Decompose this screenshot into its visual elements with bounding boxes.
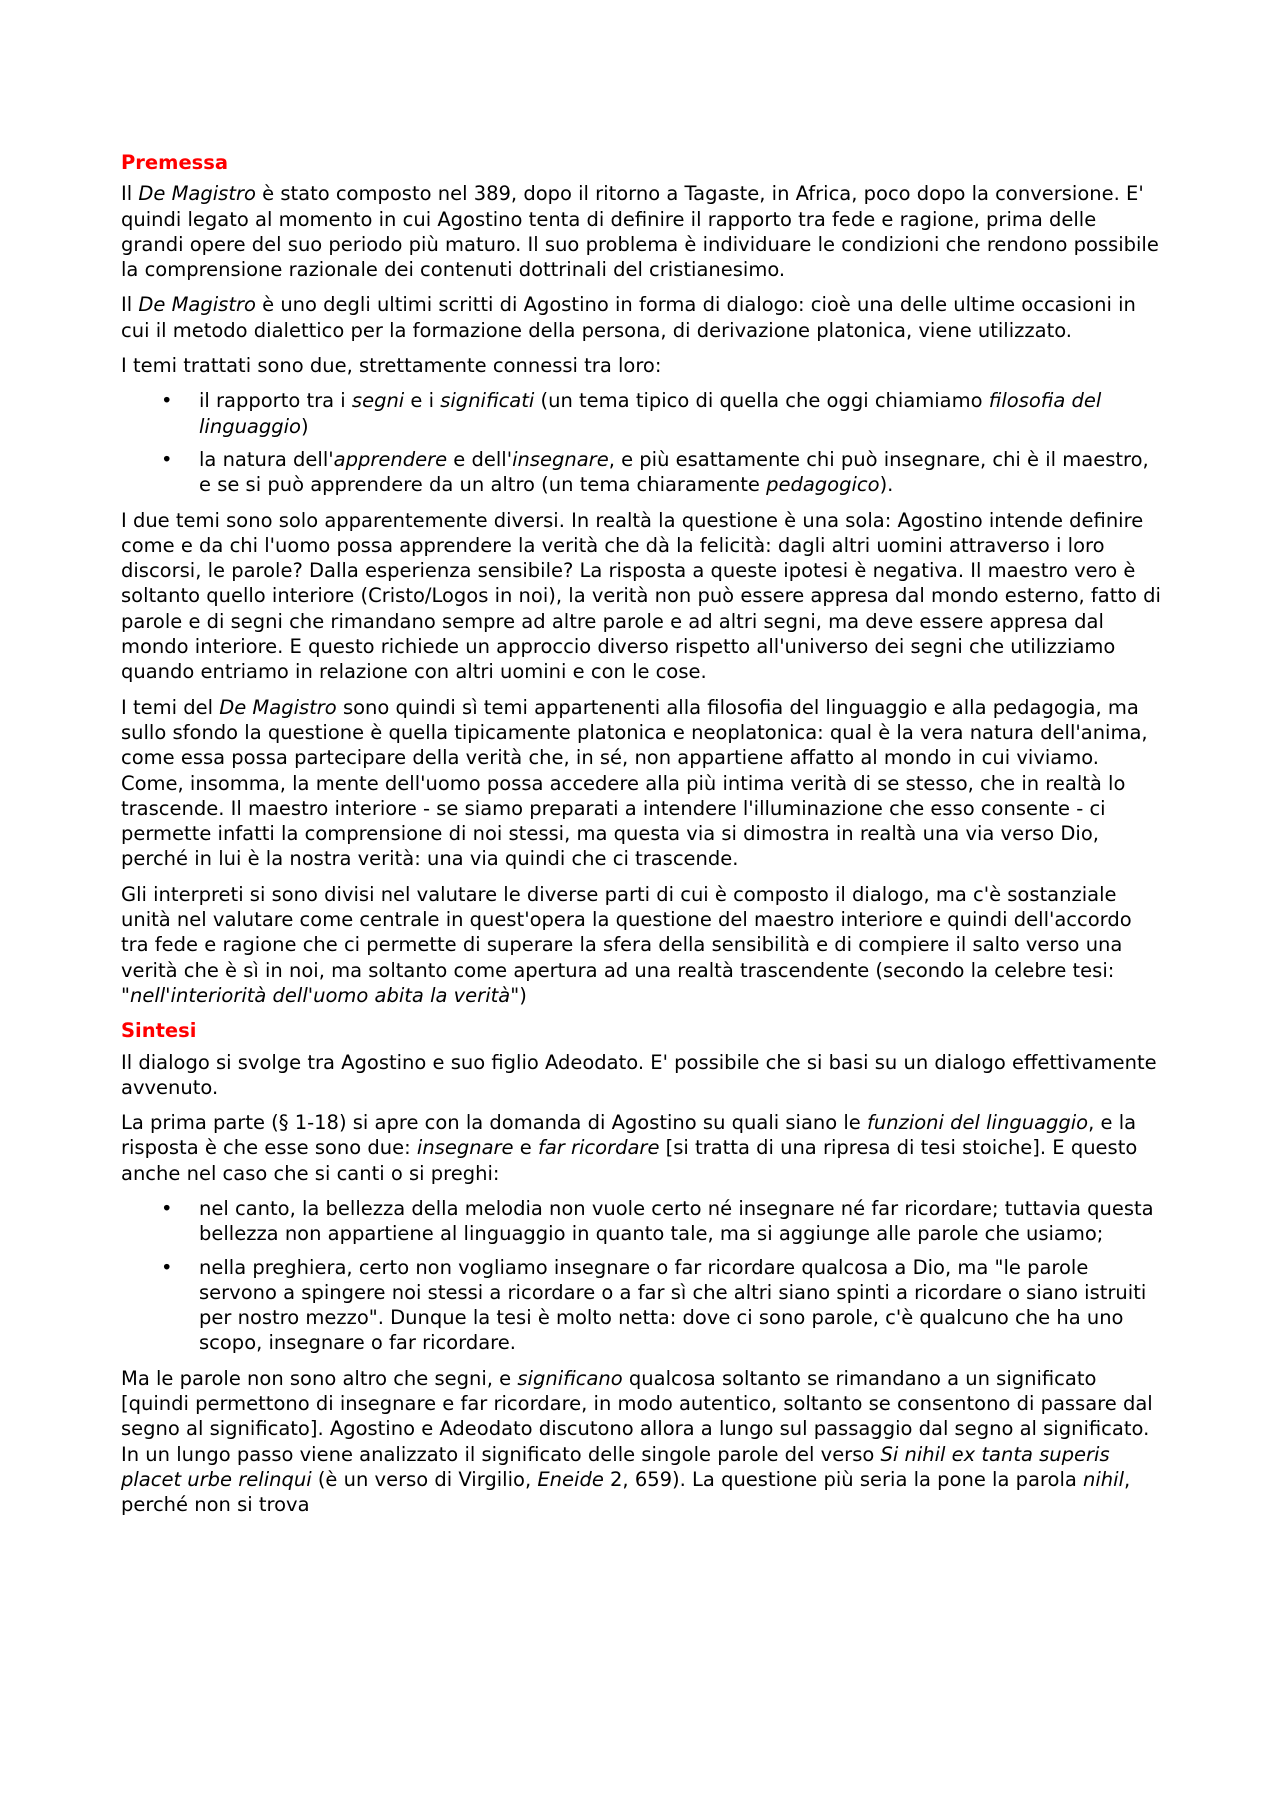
paragraph: I temi del De Magistro sono quindi sì temi appartenenti alla filosofia del linguaggio e alla pedagogia, ma sullo sfondo la questione è quella tipicamente platonica e neoplatonica: qual è la vera natura dell'anima, come essa possa partecipare della verità che, in sé, non appartiene affatto al mondo in cui viviamo. Come, insomma, la mente dell'uomo possa accedere alla più intima verità di se stesso, che in realtà lo trascende. Il maestro interiore - se siamo preparati a intendere l'illuminazione che esso consente - ci permette infatti la comprensione di noi stessi, ma questa via si dimostra in realtà una via verso Dio, perché in lui è la nostra verità: una via quindi che ci trascende. xyxy=(121,695,1148,871)
italic-text: pedagogico xyxy=(766,473,880,497)
bullet-icon: • xyxy=(161,1255,173,1279)
italic-text: segni xyxy=(351,389,405,413)
paragraph: Gli interpreti si sono divisi nel valutare le diverse parti di cui è composto il dialogo, ma c'è sostanziale unità nel valutare come centrale in quest'opera la questione del maestro interiore e quindi dell'accordo tra fede e ragione che ci permette di superare la sfera della sensibilità e di compiere il salto verso una verità che è sì in noi, ma soltanto come apertura ad una realtà trascendente (secondo la celebre tesi: "nell'interiorità dell'uomo abita la verità") xyxy=(121,882,1132,1007)
paragraph: La prima parte (§ 1-18) si apre con la domanda di Agostino su quali siano le funzioni del linguaggio, e la risposta è che esse sono due: insegnare e far ricordare [si tratta di una ripresa di tesi stoiche]. E questo anche nel caso che si canti o si preghi: xyxy=(121,1111,1138,1185)
list-item: • la natura dell'apprendere e dell'insegnare, e più esattamente chi può insegnare, chi è il maestro, e se si può apprendere da un altro (un tema chiaramente pedagogico). xyxy=(161,447,1149,497)
list-item: • il rapporto tra i segni e i significati (un tema tipico di quella che oggi chiamiamo filosofia del linguaggio) xyxy=(161,389,1102,438)
list-item: • nel canto, la bellezza della melodia non vuole certo né insegnare né far ricordare; tuttavia questa bellezza non appartiene al linguaggio in quanto tale, ma si aggiunge alle parole che usiamo; xyxy=(161,1196,1154,1246)
italic-text: Si nihil ex tanta superis placet urbe relinqui xyxy=(121,1442,1110,1491)
paragraph: Il dialogo si svolge tra Agostino e suo figlio Adeodato. E' possibile che si basi su un dialogo effettivamente avvenuto. xyxy=(121,1050,1157,1099)
list-item: • nella preghiera, certo non vogliamo insegnare o far ricordare qualcosa a Dio, ma "le parole servono a spingere noi stessi a ricordare o a far sì che altri siano spinti a ricordare o siano istruiti per nostro mezzo". Dunque la tesi è molto netta: dove ci sono parole, c'è qualcuno che ha uno scopo, insegnare o far ricordare. xyxy=(161,1255,1147,1355)
paragraph: Ma le parole non sono altro che segni, e significano qualcosa soltanto se rimandano a un significato [quindi permettono di insegnare e far ricordare, in modo autentico, soltanto se consentono di passare dal segno al significato]. Agostino e Adeodato discutono allora a lungo sul passaggio dal segno al significato. In un lungo passo viene analizzato il significato delle singole parole del verso Si nihil ex tanta superis placet urbe relinqui (è un verso di Virgilio, Eneide 2, 659). La questione più seria la pone la parola nihil, perché non si trova xyxy=(121,1366,1153,1517)
bullet-icon: • xyxy=(161,1196,173,1220)
bullet-list xyxy=(121,388,1161,497)
italic-text: apprendere xyxy=(333,447,448,471)
italic-text: De Magistro xyxy=(219,695,337,719)
bullet-icon: • xyxy=(161,389,173,413)
italic-text: far ricordare xyxy=(537,1136,660,1160)
italic-text: significati xyxy=(440,389,535,413)
italic-text: insegnare xyxy=(416,1136,514,1160)
section-heading-premessa: Premessa xyxy=(121,151,229,174)
italic-text: funzioni del linguaggio xyxy=(867,1111,1089,1135)
italic-text: De Magistro xyxy=(138,293,256,317)
bullet-list xyxy=(121,1196,1161,1356)
section-heading-sintesi: Sintesi xyxy=(121,1019,197,1043)
italic-text: insegnare xyxy=(512,447,609,471)
italic-text: nihil xyxy=(1083,1467,1124,1491)
paragraph: Il De Magistro è stato composto nel 389, dopo il ritorno a Tagaste, in Africa, poco dopo la conversione. E' quindi legato al momento in cui Agostino tenta di definire il rapporto tra fede e ragione, prima delle grandi opere del suo periodo più maturo. Il suo problema è individuare le condizioni che rendono possibile la comprensione razionale dei contenuti dottrinali del cristianesimo. xyxy=(121,182,1159,282)
paragraph: I temi trattati sono due, strettamente connessi tra loro: xyxy=(121,354,662,378)
bullet-icon: • xyxy=(161,447,173,471)
document-page xyxy=(121,150,1161,1528)
paragraph: I due temi sono solo apparentemente diversi. In realtà la questione è una sola: Agostino intende definire come e da chi l'uomo possa apprendere la verità che dà la felicità: dagli altri uomini attraverso i loro discorsi, le parole? Dalla esperienza sensibile? La risposta a queste ipotesi è negativa. Il maestro vero è soltanto quello interiore (Cristo/Logos in noi), la verità non può essere appresa dal mondo esterno, fatto di parole e di segni che rimandano sempre ad altre parole e ad altri segni, ma deve essere appresa dal mondo interiore. E questo richiede un approccio diverso rispetto all'universo dei segni che utilizziamo quando entriamo in relazione con altri uomini e con le cose. xyxy=(121,508,1161,684)
italic-text: significano xyxy=(517,1366,623,1390)
italic-text: De Magistro xyxy=(138,182,256,206)
italic-text: filosofia del linguaggio xyxy=(199,389,1102,438)
italic-text: Eneide xyxy=(537,1467,604,1491)
italic-text: nell'interiorità dell'uomo abita la verità xyxy=(129,983,511,1007)
paragraph: Il De Magistro è uno degli ultimi scritti di Agostino in forma di dialogo: cioè una delle ultime occasioni in cui il metodo dialettico per la formazione della persona, di derivazione platonica, viene utilizzato. xyxy=(121,293,1136,342)
